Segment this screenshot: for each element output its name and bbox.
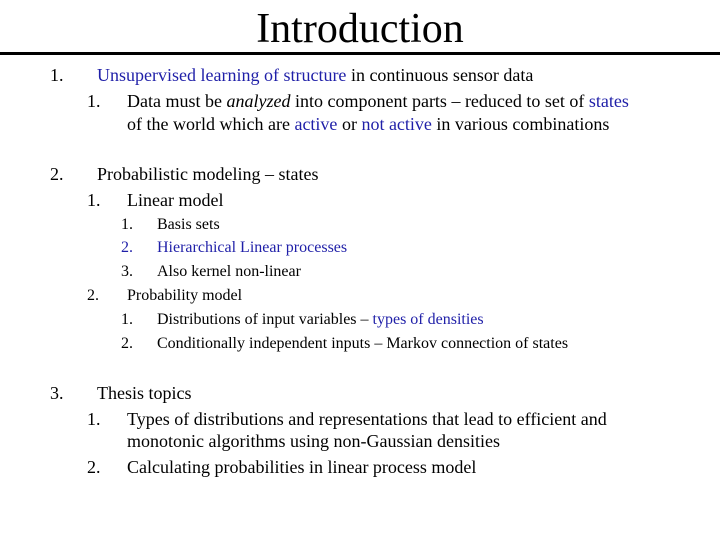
item-1-text [97, 64, 533, 86]
item-2-1-3-number: 3. [121, 263, 133, 280]
item-2-2-2-text: Conditionally independent inputs – Markov connection of states [157, 335, 569, 352]
item-2-1-1-text: Basis sets [157, 216, 220, 233]
item-2-2-text: Probability model [127, 287, 243, 304]
item-2-1-text: Linear model [127, 190, 224, 210]
highlight-types-of-densities: types of densities [372, 311, 484, 328]
highlight-active: active [294, 114, 338, 134]
item-3-1-line-1: Types of distributions and representations that lead to efficient and [127, 409, 607, 429]
text-run: Distributions of input variables – [157, 311, 373, 328]
highlight-states: states [588, 91, 629, 111]
item-1-1-line-1 [127, 90, 629, 112]
item-3-text: Thesis topics [97, 383, 192, 403]
highlight-not-active: not active [361, 114, 432, 134]
item-2-1-number: 1. [87, 190, 101, 210]
item-2-1-1-number: 1. [121, 216, 133, 233]
item-3-number: 3. [50, 383, 64, 403]
item-1-1-number: 1. [87, 91, 101, 111]
item-1-number: 1. [50, 65, 64, 85]
title-divider [0, 52, 720, 55]
slide-title: Introduction [256, 6, 464, 52]
item-2-2-1-text [157, 310, 484, 330]
item-1-rest: in continuous sensor data [346, 65, 534, 85]
item-2-2-number: 2. [87, 287, 99, 304]
item-2-1-2-number: 2. [121, 239, 133, 256]
item-3-1-number: 1. [87, 409, 101, 429]
text-run: in various combinations [431, 114, 610, 134]
item-3-2-text: Calculating probabilities in linear process model [127, 457, 477, 477]
item-2-number: 2. [50, 164, 64, 184]
item-3-2-number: 2. [87, 457, 101, 477]
text-run: or [337, 114, 362, 134]
item-1-1-line-2 [127, 113, 609, 135]
item-1-highlight: Unsupervised learning of structure [97, 65, 347, 85]
item-2-text: Probabilistic modeling – states [97, 164, 319, 184]
item-2-2-2-number: 2. [121, 335, 133, 352]
text-run: Data must be [127, 91, 227, 111]
emphasis-analyzed: analyzed [226, 91, 291, 111]
item-3-1-line-2: monotonic algorithms using non-Gaussian densities [127, 431, 500, 451]
text-run: into component parts – reduced to set of [290, 91, 589, 111]
item-2-2-1-number: 1. [121, 311, 133, 328]
text-run: of the world which are [127, 114, 295, 134]
item-2-1-2-text: Hierarchical Linear processes [157, 239, 348, 256]
item-2-1-3-text: Also kernel non-linear [157, 263, 301, 280]
